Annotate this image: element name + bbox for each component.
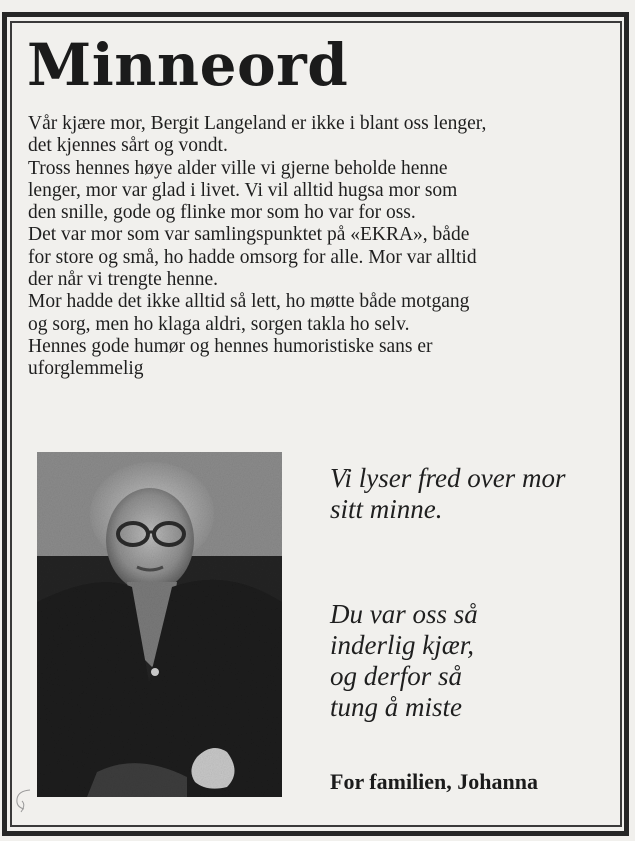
body-line: den snille, gode og flinke mor som ho var for oss. <box>28 202 416 224</box>
obituary-body <box>28 113 620 381</box>
body-line: Vår kjære mor, Bergit Langeland er ikke i blant oss lenger, <box>28 113 487 134</box>
verse-line: og derfor så <box>330 661 463 691</box>
page-title: Minneord <box>27 31 349 99</box>
memorial-verse-2 <box>330 599 478 723</box>
body-line: lenger, mor var glad i livet. Vi vil alltid hugsa mor som <box>28 179 458 201</box>
portrait-photo <box>37 452 282 797</box>
memorial-verse-1 <box>330 463 565 525</box>
body-line: der når vi trengte henne. <box>28 269 219 291</box>
body-line: for store og små, ho hadde omsorg for alle. Mor var alltid <box>28 246 477 268</box>
body-line: det kjennes sårt og vondt. <box>28 135 228 157</box>
verse-line: tung å miste <box>330 692 462 722</box>
verse-line: Du var oss så <box>330 599 478 629</box>
verse-line: Vi lyser fred over mor <box>330 463 566 493</box>
body-line: Tross hennes høye alder ville vi gjerne beholde henne <box>28 157 448 179</box>
body-line: uforglemmelig <box>28 358 144 380</box>
signature: For familien, Johanna <box>330 769 539 794</box>
verse-line: sitt minne. <box>330 494 443 524</box>
body-line: Mor hadde det ikke alltid så lett, ho møtte både motgang <box>28 291 470 313</box>
body-line: Hennes gode humør og hennes humoristiske sans er <box>28 335 433 357</box>
portrait-image <box>37 452 282 797</box>
body-line: Det var mor som var samlingspunktet på «EKRA», både <box>28 224 470 246</box>
verse-line: inderlig kjær, <box>330 630 475 660</box>
pencil-scribble-icon <box>12 787 38 815</box>
body-line: og sorg, men ho klaga aldri, sorgen takla ho selv. <box>28 313 410 335</box>
